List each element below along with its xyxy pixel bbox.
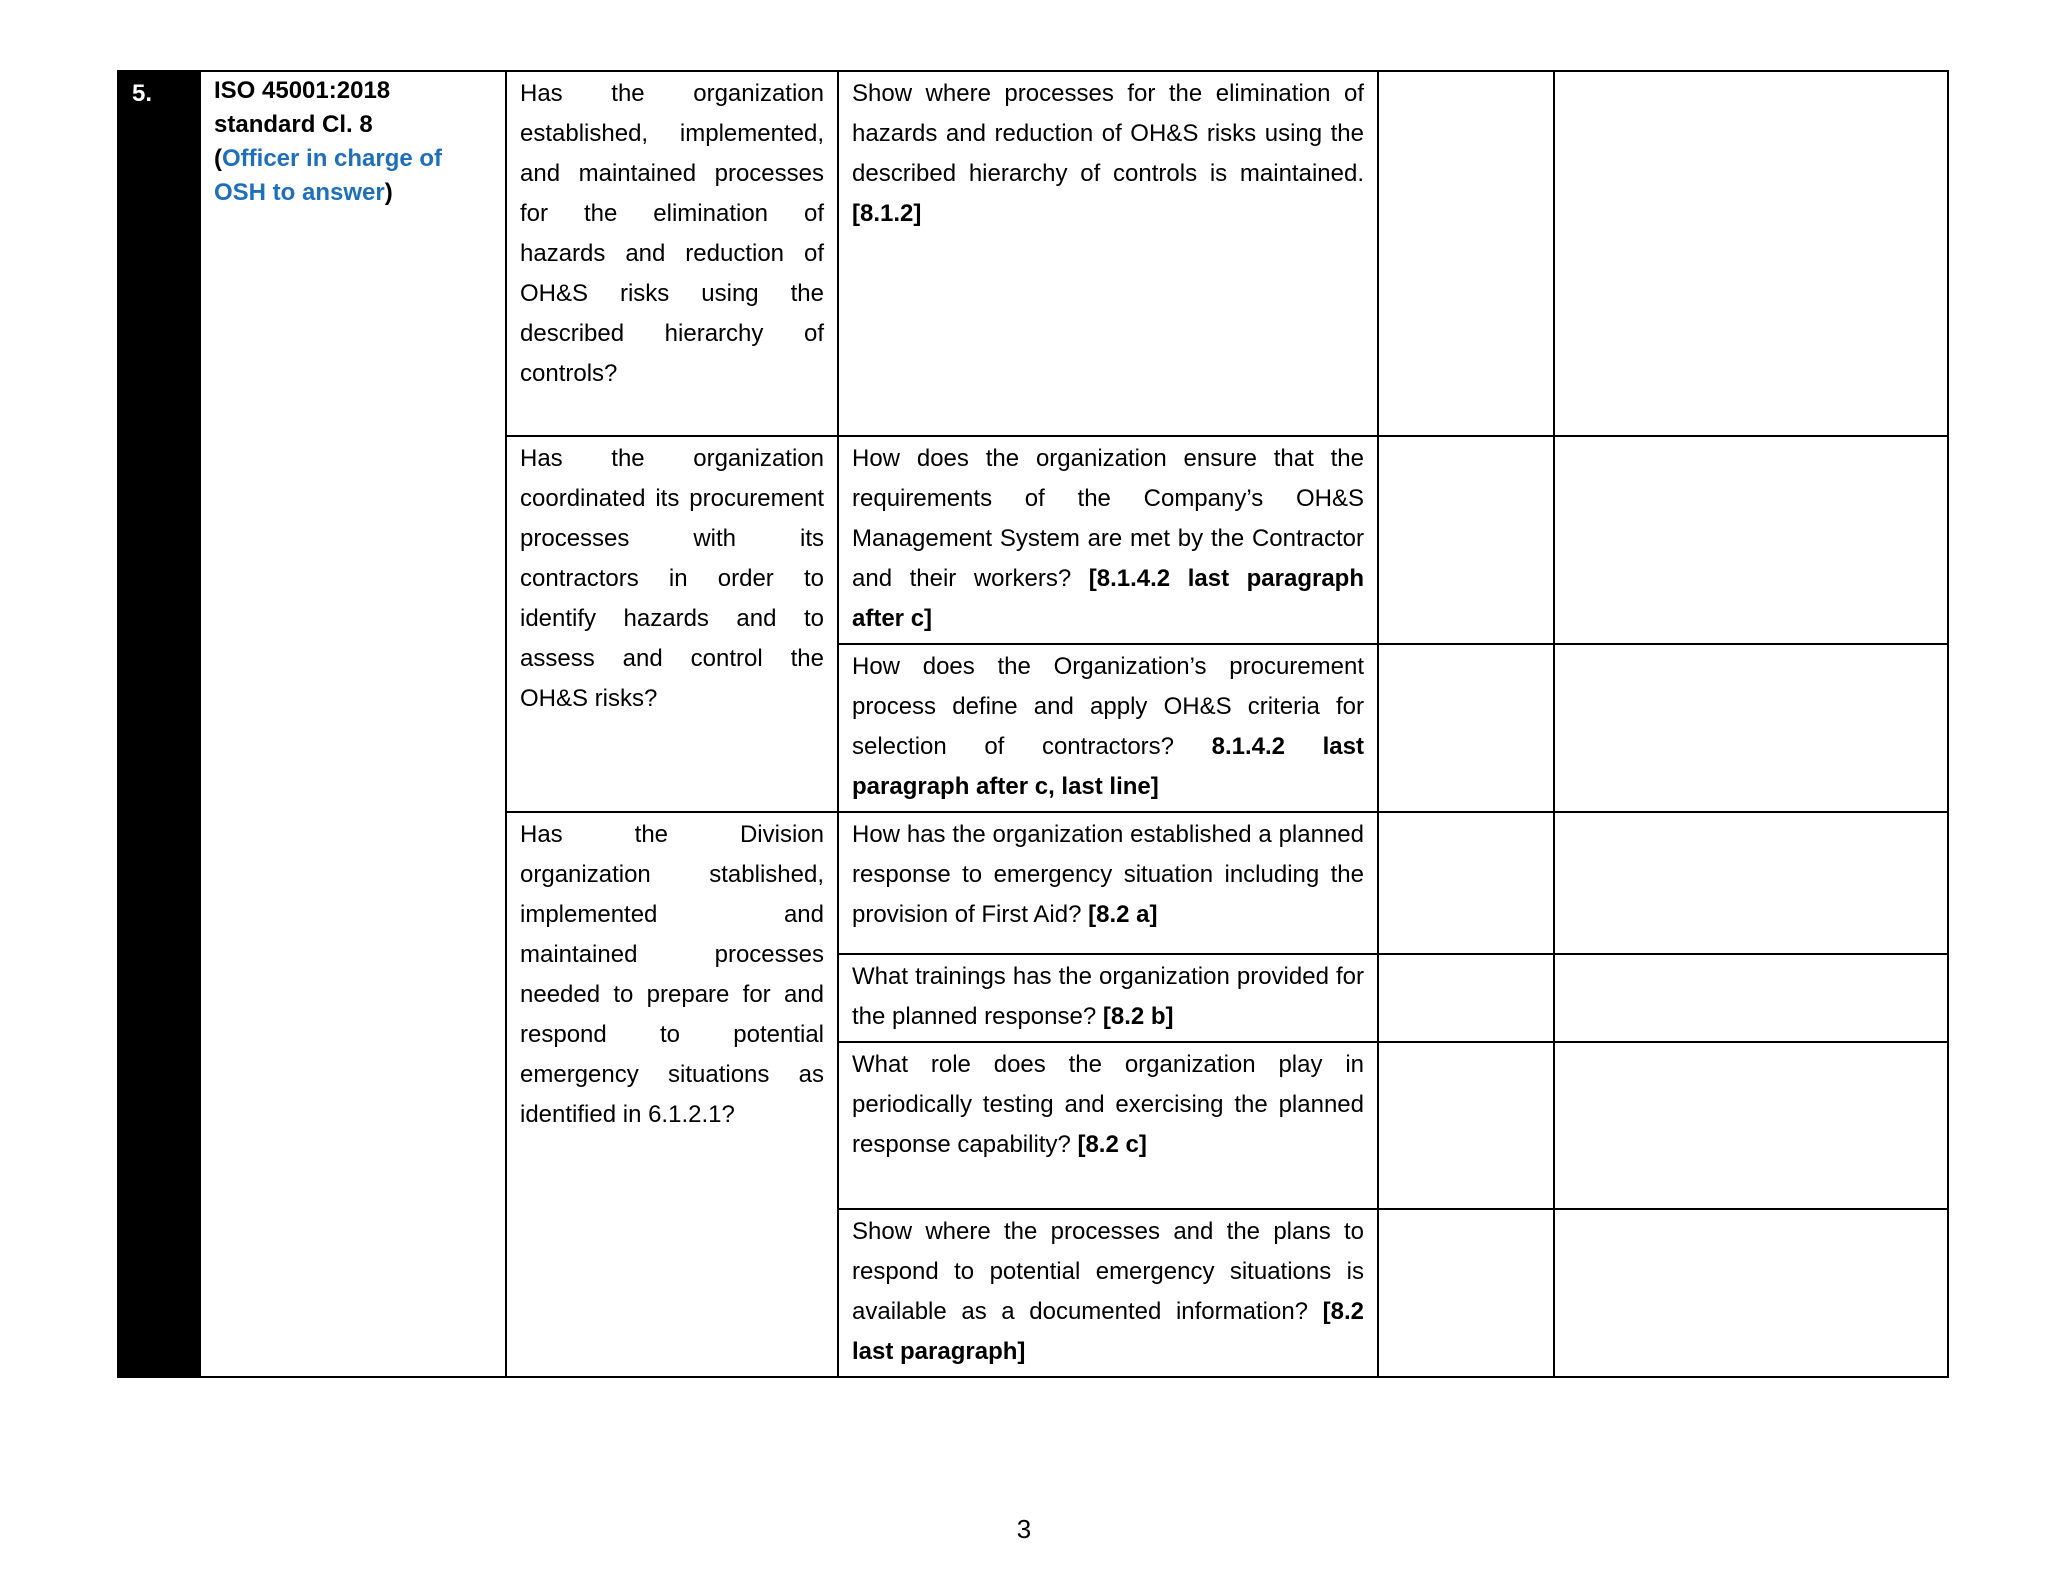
standard-clause-cell — [200, 71, 506, 1377]
clause-reference: [8.2 last paragraph] — [852, 1298, 1364, 1365]
clause-reference: [8.2 b] — [1102, 1003, 1174, 1030]
evidence-cell — [838, 644, 1378, 812]
question-text: Has the organization coordinated its procurement processes with its contractors in order to identify hazards and to assess and control the OH&S risks? — [520, 445, 824, 712]
remarks-cell[interactable] — [1554, 1042, 1948, 1209]
evidence-cell — [838, 954, 1378, 1042]
remarks-cell[interactable] — [1554, 644, 1948, 812]
evidence-text: What role does the organization play in periodically testing and exercising the planned response capability? — [852, 1051, 1364, 1158]
standard-name: ISO 45001:2018 — [214, 77, 391, 104]
question-cell — [506, 436, 838, 812]
response-cell[interactable] — [1378, 71, 1554, 436]
response-cell[interactable] — [1378, 1209, 1554, 1377]
clause-reference: [8.1.4.2 last paragraph after c] — [852, 565, 1364, 632]
clause-reference: [8.2 a] — [1088, 901, 1158, 928]
remarks-cell[interactable] — [1554, 436, 1948, 644]
response-cell[interactable] — [1378, 644, 1554, 812]
remarks-cell[interactable] — [1554, 1209, 1948, 1377]
evidence-cell — [838, 1042, 1378, 1209]
remarks-cell[interactable] — [1554, 954, 1948, 1042]
response-cell[interactable] — [1378, 812, 1554, 954]
response-cell[interactable] — [1378, 1042, 1554, 1209]
evidence-cell — [838, 71, 1378, 436]
question-cell — [506, 812, 838, 1377]
question-text: Has the organization established, implemented, and maintained processes for the elimination of hazards and reduction of OH&S risks using the described hierarchy of controls? — [520, 80, 824, 387]
evidence-cell — [838, 1209, 1378, 1377]
question-text: Has the Division organization stablished, implemented and maintained processes needed to prepare for and respond to potential emergency situations as identified in 6.1.2.1? — [520, 821, 824, 1128]
paren-close: ) — [384, 179, 393, 206]
response-cell[interactable] — [1378, 436, 1554, 644]
clause-reference: 8.1.4.2 last paragraph after c, last line] — [852, 733, 1364, 800]
table-row — [118, 71, 1948, 436]
remarks-cell[interactable] — [1554, 71, 1948, 436]
evidence-text: How does the organization ensure that the requirements of the Company’s OH&S Management System are met by the Contractor and their workers? — [852, 445, 1364, 592]
evidence-text: What trainings has the organization provided for the planned response? — [852, 963, 1364, 1030]
evidence-text: Show where processes for the elimination of hazards and reduction of OH&S risks using the described hierarchy of controls is maintained. — [852, 80, 1364, 187]
item-number: 5. — [132, 80, 153, 107]
evidence-cell — [838, 812, 1378, 954]
paren-open: ( — [214, 145, 222, 172]
evidence-cell — [838, 436, 1378, 644]
clause-reference: [8.2 c] — [1077, 1131, 1147, 1158]
evidence-text: How has the organization established a planned response to emergency situation including the provision of First Aid? — [852, 821, 1364, 928]
page-number: 3 — [1016, 1514, 1032, 1544]
evidence-text: Show where the processes and the plans to respond to potential emergency situations is available as a documented information? — [852, 1218, 1364, 1325]
remarks-cell[interactable] — [1554, 812, 1948, 954]
response-cell[interactable] — [1378, 954, 1554, 1042]
question-cell — [506, 71, 838, 436]
clause-reference: [8.1.2] — [852, 200, 922, 227]
audit-checklist-table — [117, 70, 1949, 1378]
standard-clause: standard Cl. 8 — [214, 111, 373, 138]
item-number-cell — [118, 71, 200, 1377]
evidence-text: How does the Organization’s procurement process define and apply OH&S criteria for selection of contractors? — [852, 653, 1364, 760]
responsible-officer: Officer in charge of OSH to answer — [214, 145, 443, 206]
